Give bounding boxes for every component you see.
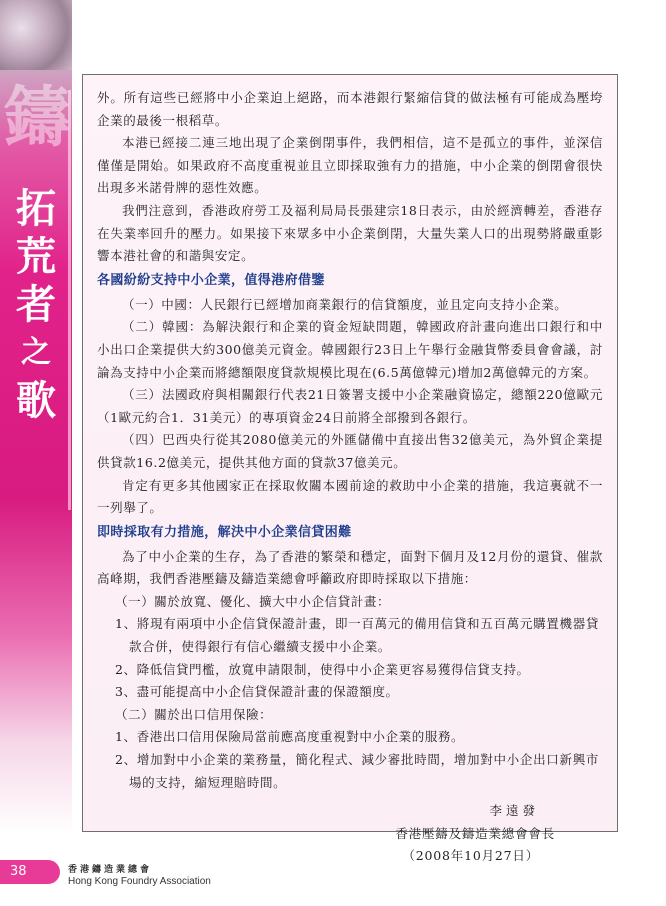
paragraph: （四）巴西央行從其2080億美元的外匯儲備中直接出售32億美元，為外貿企業提供貸款16.2億美元，提供其他方面的貸款37億美元。 xyxy=(97,432,603,470)
measure-item: 1、香港出口信用保險局當前應高度重視對中小企業的服務。 xyxy=(115,729,465,745)
signature-title: 香港壓鑄及鑄造業總會會長 xyxy=(395,825,555,841)
page-number: 38 xyxy=(0,860,60,884)
paragraph: 我們注意到，香港政府勞工及福利局局長張建宗18日表示，由於經濟轉差，香港存在失業率回升的壓力。如果接下來眾多中小企業倒閉，大量失業人口的出現勢將嚴重影響本港社會的和諧與安定。 xyxy=(97,202,603,264)
measure-item: 2、增加對中小企業的業務量，簡化程式、減少審批時間，增加對中小企出口新興市場的支持，縮短理賠時間。 xyxy=(115,752,599,790)
footer-org-name-zh: 香港鑄造業總會 xyxy=(68,865,153,875)
decorative-cast-glyph: 鑄 xyxy=(4,78,70,156)
signature-date: （2008年10月27日） xyxy=(402,848,539,864)
measure-item: 2、降低信貸門檻，放寬申請限制，使得中小企業更容易獲得信貸支持。 xyxy=(115,661,530,677)
article-box xyxy=(82,74,618,864)
series-title-char: 荒 xyxy=(16,233,56,280)
series-title-char: 之 xyxy=(21,335,51,370)
section-heading: 即時採取有力措施，解決中小企業信貸困難 xyxy=(97,524,352,540)
banner-photo xyxy=(0,0,72,70)
measure-group-label: （一）關於放寬、優化、擴大中小企信貸計畫： xyxy=(115,593,391,609)
series-title-char: 者 xyxy=(16,281,56,328)
paragraph: 肯定有更多其他國家正在採取攸關本國前途的救助中小企業的措施，我這裏就不一一列舉了。 xyxy=(97,477,603,516)
series-title xyxy=(12,185,60,425)
series-title-char: 歌 xyxy=(16,377,56,424)
paragraph: 為了中小企業的生存，為了香港的繁榮和穩定，面對下個月及12月份的還貸、催款高峰期，我們香港壓鑄及鑄造業總會呼籲政府即時採取以下措施： xyxy=(97,548,603,587)
footer-org-name-en: Hong Kong Foundry Association xyxy=(68,876,211,887)
paragraph: （二）韓國：為解決銀行和企業的資金短缺問題，韓國政府計畫向進出口銀行和中小出口企業提供大約300億美元資金。韓國銀行23日上午舉行金融貨幣委員會會議，討論為支持中小企業而將總額限度貸款規模比現在(6.5萬億韓元)增加2萬億韓元的方案。 xyxy=(97,319,603,380)
paragraph: （三）法國政府與相關銀行代表21日簽署支援中小企業融資協定，總額220億歐元（1歐元約合1．31美元）的專項資金24日前將全部撥到各銀行。 xyxy=(97,387,603,425)
series-title-char: 拓 xyxy=(16,185,56,232)
section-heading: 各國紛紛支持中小企業，值得港府借鑒 xyxy=(97,272,325,288)
paragraph: 本港已經接二連三地出現了企業倒閉事件，我們相信，這不是孤立的事件，並深信僅僅是開始。如果政府不高度重視並且立即採取強有力的措施，中小企業的倒閉會很快出現多米諾骨牌的惡性效應。 xyxy=(97,135,603,196)
signature-name: 李遠發 xyxy=(489,803,539,819)
measure-group-label: （二）關於出口信用保險： xyxy=(115,706,273,722)
measure-item: 3、盡可能提高中小企信貸保證計畫的保證額度。 xyxy=(115,684,399,700)
measure-item: 1、將現有兩項中小企信貸保證計畫，即一百萬元的備用信貸和五百萬元購置機器貸款合併，使得銀行有信心繼續支援中小企業。 xyxy=(115,616,599,655)
paragraph: （一）中國：人民銀行已經增加商業銀行的信貸額度，並且定向支持小企業。 xyxy=(122,296,568,312)
paragraph: 外。所有這些已經將中小企業迫上絕路，而本港銀行緊縮信貸的做法極有可能成為壓垮企業的最後一根稻草。 xyxy=(97,90,603,128)
